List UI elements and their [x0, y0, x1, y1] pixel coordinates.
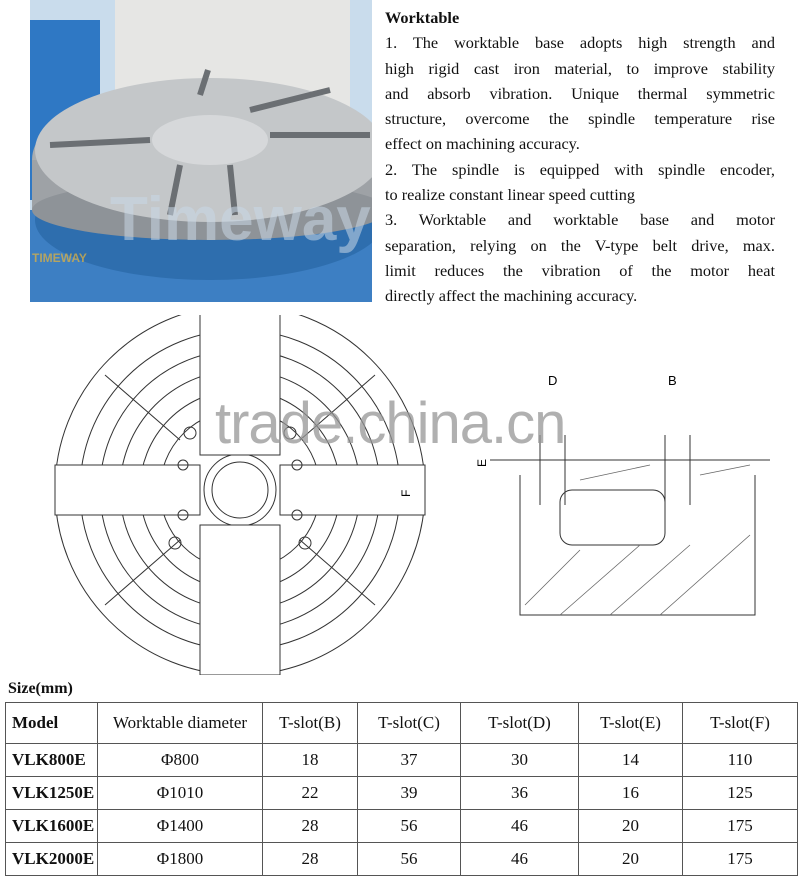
table-cell: Φ1800 — [98, 843, 263, 876]
description-line: directly affect the machining accuracy. — [385, 286, 638, 306]
table-cell: Φ1010 — [98, 777, 263, 810]
photo-watermark: Timeway — [110, 185, 371, 254]
table-cell: 16 — [579, 777, 683, 810]
description-line: effect on machining accuracy. — [385, 134, 580, 154]
column-header: T-slot(D) — [461, 703, 579, 744]
site-watermark: trade.china.cn — [215, 391, 566, 456]
table-cell: 20 — [579, 843, 683, 876]
table-cell: 56 — [358, 843, 461, 876]
table-cell: 125 — [683, 777, 798, 810]
description-line: 2. The spindle is equipped with spindle encoder, — [385, 159, 775, 179]
table-cell: 28 — [263, 843, 358, 876]
table-cell: 14 — [579, 744, 683, 777]
table-cell: VLK1250E — [6, 777, 98, 810]
table-cell: VLK1600E — [6, 810, 98, 843]
table-cell: VLK2000E — [6, 843, 98, 876]
table-caption: Size(mm) — [8, 680, 73, 697]
column-header: T-slot(F) — [683, 703, 798, 744]
description-line: high rigid cast iron material, to improve stability — [385, 58, 775, 78]
table-cell: 110 — [683, 744, 798, 777]
table-row — [6, 810, 798, 843]
table-cell: Φ1400 — [98, 810, 263, 843]
table-cell: 22 — [263, 777, 358, 810]
size-table — [5, 702, 798, 876]
table-cell: 175 — [683, 810, 798, 843]
description-line: and absorb vibration. Unique thermal symmetric — [385, 83, 775, 103]
photo-brand-small: TIMEWAY — [32, 251, 87, 265]
table-header-row — [6, 703, 798, 744]
table-cell: 20 — [579, 810, 683, 843]
column-header: T-slot(E) — [579, 703, 683, 744]
column-header: Worktable diameter — [98, 703, 263, 744]
table-cell: 175 — [683, 843, 798, 876]
table-cell: 36 — [461, 777, 579, 810]
table-cell: 46 — [461, 843, 579, 876]
table-cell: 30 — [461, 744, 579, 777]
description-line: to realize constant linear speed cutting — [385, 185, 635, 205]
description-line: structure, overcome the spindle temperature rise — [385, 109, 775, 129]
description-line: limit reduces the vibration of the motor heat — [385, 260, 775, 280]
section-title: Worktable — [385, 8, 460, 27]
column-header: T-slot(C) — [358, 703, 461, 744]
table-cell: 56 — [358, 810, 461, 843]
label-f: F — [399, 489, 413, 497]
description-line: 1. The worktable base adopts high strength and — [385, 33, 775, 53]
table-cell: VLK800E — [6, 744, 98, 777]
table-cell: 46 — [461, 810, 579, 843]
table-row — [6, 843, 798, 876]
table-row — [6, 744, 798, 777]
description-line: 3. Worktable and worktable base and motor — [385, 210, 775, 230]
table-row — [6, 777, 798, 810]
worktable-description — [385, 5, 775, 309]
description-line: separation, relying on the V-type belt drive, max. — [385, 235, 775, 255]
table-cell: Φ800 — [98, 744, 263, 777]
worktable-photo — [30, 0, 372, 302]
column-header: Model — [6, 703, 98, 744]
table-cell: 28 — [263, 810, 358, 843]
technical-drawing — [0, 315, 800, 675]
column-header: T-slot(B) — [263, 703, 358, 744]
label-b: B — [668, 373, 677, 388]
label-d: D — [548, 373, 558, 388]
label-e: E — [475, 458, 489, 467]
table-cell: 37 — [358, 744, 461, 777]
table-cell: 18 — [263, 744, 358, 777]
table-cell: 39 — [358, 777, 461, 810]
